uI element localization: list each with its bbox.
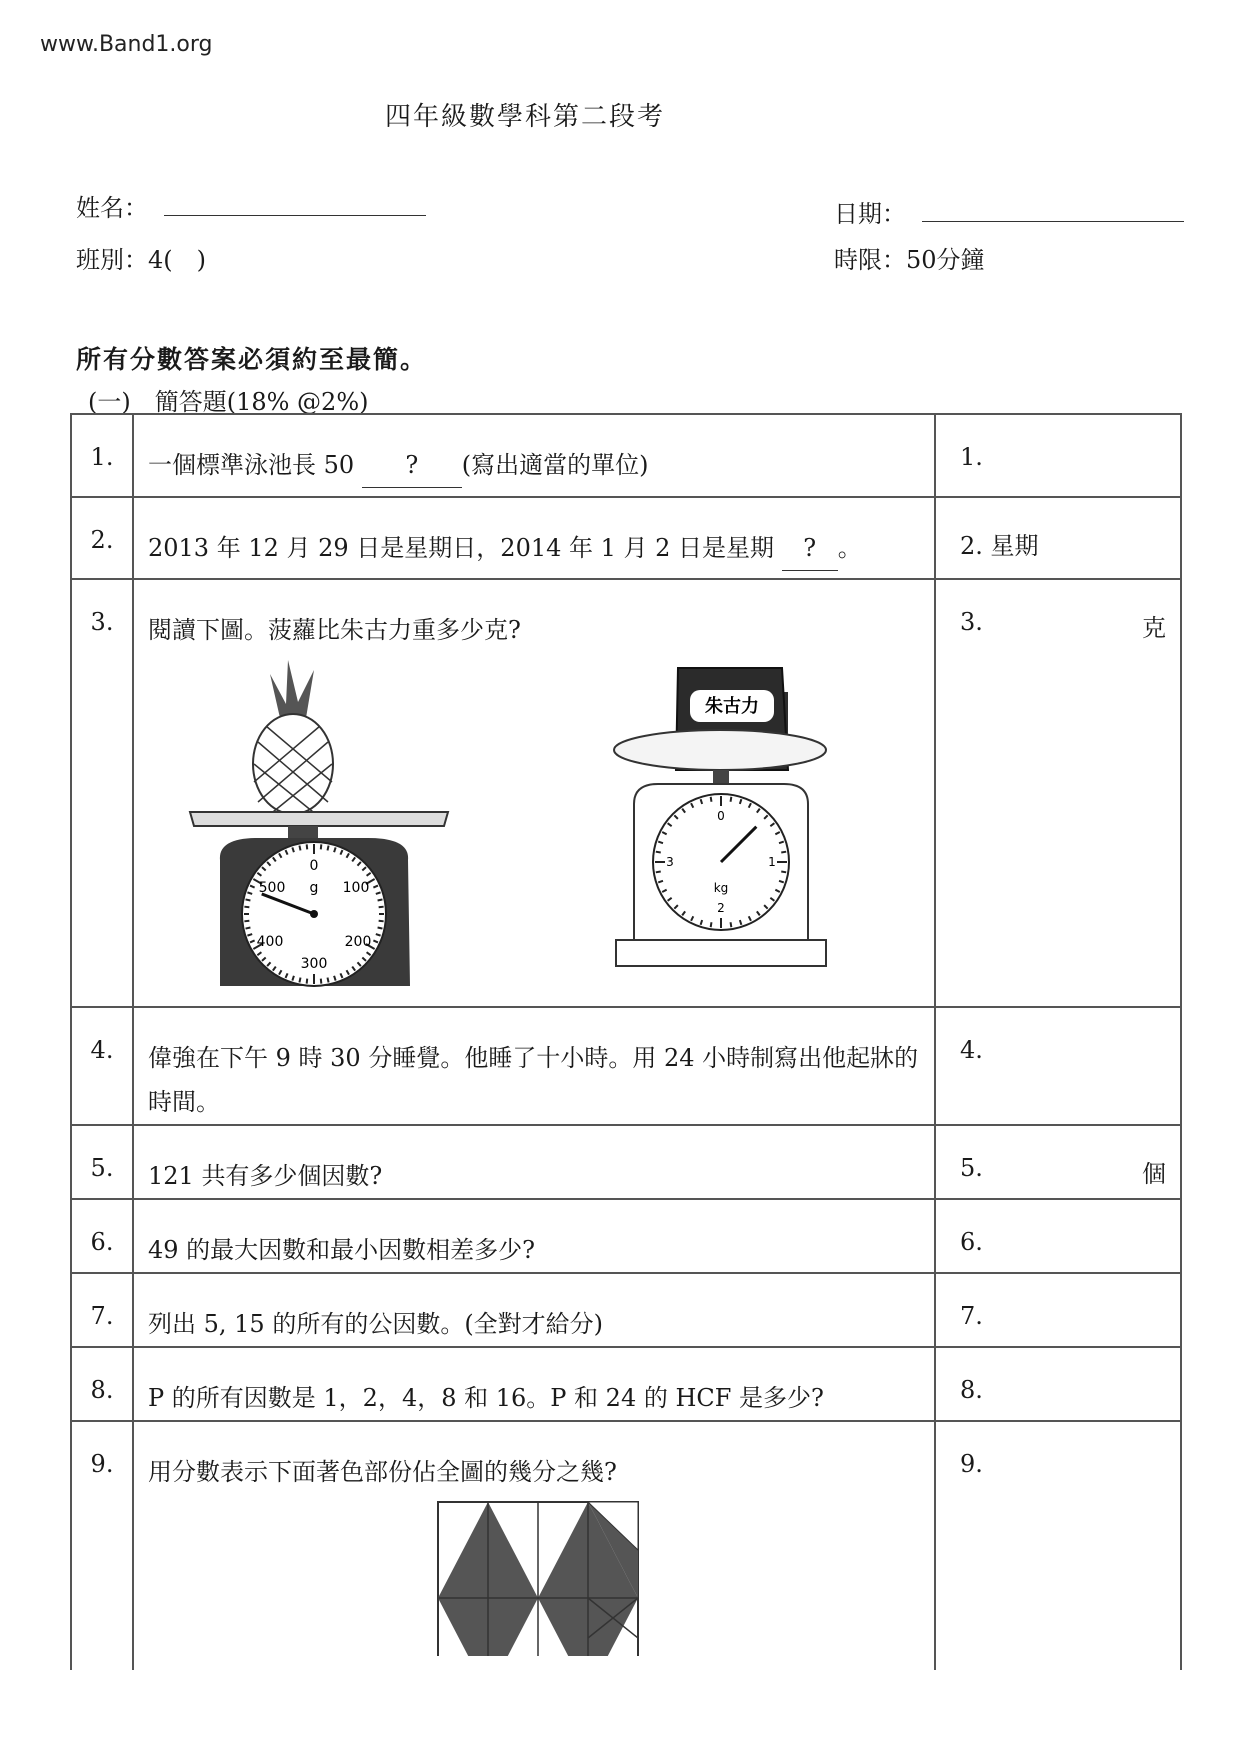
tick-label: 0: [309, 858, 319, 874]
answer-cell: 7.: [935, 1273, 1181, 1347]
gauge-tick: [321, 844, 322, 849]
pineapple-icon: [253, 660, 333, 816]
gauge-tick: [731, 797, 732, 802]
gauge-tick: [299, 978, 300, 983]
question-number: 7.: [71, 1273, 133, 1347]
answer-cell: 8.: [935, 1347, 1181, 1421]
tick-label: 300: [300, 956, 328, 972]
answer-cell: 5. 個: [935, 1125, 1181, 1199]
question-text: 偉強在下午 9 時 30 分睡覺。他睡了十小時。用 24 小時制寫出他起牀的時間。: [133, 1007, 935, 1125]
question-number: 4.: [71, 1007, 133, 1125]
gauge-tick: [244, 907, 249, 908]
answer-blank: ?: [362, 443, 462, 488]
tick-label: 3: [666, 855, 674, 869]
question-number: 2.: [71, 497, 133, 579]
tick-label: 100: [342, 880, 370, 896]
scales-figure: [148, 652, 918, 992]
answer-cell: 3. 克: [935, 579, 1181, 1007]
question-text: 列出 5, 15 的所有的公因數。(全對才給分): [133, 1273, 935, 1347]
question-text: 49 的最大因數和最小因數相差多少?: [133, 1199, 935, 1273]
question-row: [71, 1421, 1181, 1670]
tick-label: 2: [717, 901, 725, 915]
name-blank: [164, 193, 426, 216]
gauge-tick: [328, 978, 329, 983]
shaded-grid-figure: [148, 1496, 918, 1656]
question-row: [71, 1347, 1181, 1421]
question-text: 閱讀下圖。菠蘿比朱古力重多少克? 0 100 200 300 400 500 g 朱古力 0 1 2 3 kg: [133, 579, 935, 1007]
gauge-tick: [711, 922, 712, 927]
tick-label: 1: [768, 855, 776, 869]
gauge-tick: [378, 928, 383, 929]
tick-label: 400: [256, 934, 284, 950]
tick-label: 200: [344, 934, 372, 950]
pineapple-scale: [190, 660, 448, 986]
answer-cell: 2. 星期: [935, 497, 1181, 579]
chocolate-scale: [614, 668, 826, 966]
name-label: 姓名：: [76, 194, 148, 222]
question-row: [71, 414, 1181, 497]
question-number: 6.: [71, 1199, 133, 1273]
question-text: 2013 年 12 月 29 日是星期日，2014 年 1 月 2 日是星期 ? 。: [133, 497, 935, 579]
section-title: (一) 簡答題(18% @2%): [88, 388, 369, 416]
unit-label: kg: [713, 881, 729, 895]
gauge-tick: [731, 922, 732, 927]
question-text: 121 共有多少個因數?: [133, 1125, 935, 1199]
question-number: 5.: [71, 1125, 133, 1199]
gauge-tick: [299, 846, 300, 851]
question-number: 8.: [71, 1347, 133, 1421]
gauge-tick: [307, 979, 308, 984]
gauge-tick: [246, 928, 251, 929]
gauge-tick: [656, 872, 661, 873]
date-label: 日期：: [834, 200, 906, 228]
time-limit-label: 時限：50分鐘: [834, 246, 985, 274]
question-text: 用分數表示下面著色部份佔全圖的幾分之幾?: [133, 1421, 935, 1670]
gauge-tick: [656, 852, 661, 853]
question-number: 3.: [71, 579, 133, 1007]
question-row: [71, 1199, 1181, 1273]
gauge-tick: [379, 907, 384, 908]
name-field: [76, 188, 426, 223]
unit-label: g: [309, 880, 319, 896]
exam-title: 四年級數學科第二段考: [384, 102, 665, 132]
answer-cell: 9.: [935, 1421, 1181, 1670]
question-number: 1.: [71, 414, 133, 497]
question-text: 一個標準泳池長 50 ? (寫出適當的單位): [133, 414, 935, 497]
question-row: [71, 1125, 1181, 1199]
question-table: [70, 413, 1182, 1670]
website-url: www.Band1.org: [40, 32, 213, 57]
gauge-tick: [321, 979, 322, 984]
question-row: [71, 1007, 1181, 1125]
tick-label: 500: [258, 880, 286, 896]
question-row: [71, 579, 1181, 1007]
class-label: 班別：4( ): [76, 246, 206, 274]
gauge-tick: [378, 899, 383, 900]
gauge-tick: [781, 852, 786, 853]
tick-label: 0: [717, 809, 725, 823]
gauge-tick: [246, 899, 251, 900]
question-row: [71, 1273, 1181, 1347]
answer-cell: 6.: [935, 1199, 1181, 1273]
gauge-tick: [711, 797, 712, 802]
date-field: [834, 194, 1184, 229]
question-number: 9.: [71, 1421, 133, 1670]
gauge-tick: [244, 921, 249, 922]
question-text: P 的所有因數是 1，2，4，8 和 16。P 和 24 的 HCF 是多少?: [133, 1347, 935, 1421]
question-row: [71, 497, 1181, 579]
gauge-tick: [379, 921, 384, 922]
answer-cell: 4.: [935, 1007, 1181, 1125]
answer-blank: ?: [782, 526, 838, 571]
box-label: 朱古力: [705, 696, 759, 717]
instruction: 所有分數答案必須約至最簡。: [76, 345, 428, 374]
gauge-tick: [328, 846, 329, 851]
date-blank: [922, 199, 1184, 222]
gauge-tick: [307, 844, 308, 849]
answer-cell: 1.: [935, 414, 1181, 497]
gauge-tick: [781, 872, 786, 873]
